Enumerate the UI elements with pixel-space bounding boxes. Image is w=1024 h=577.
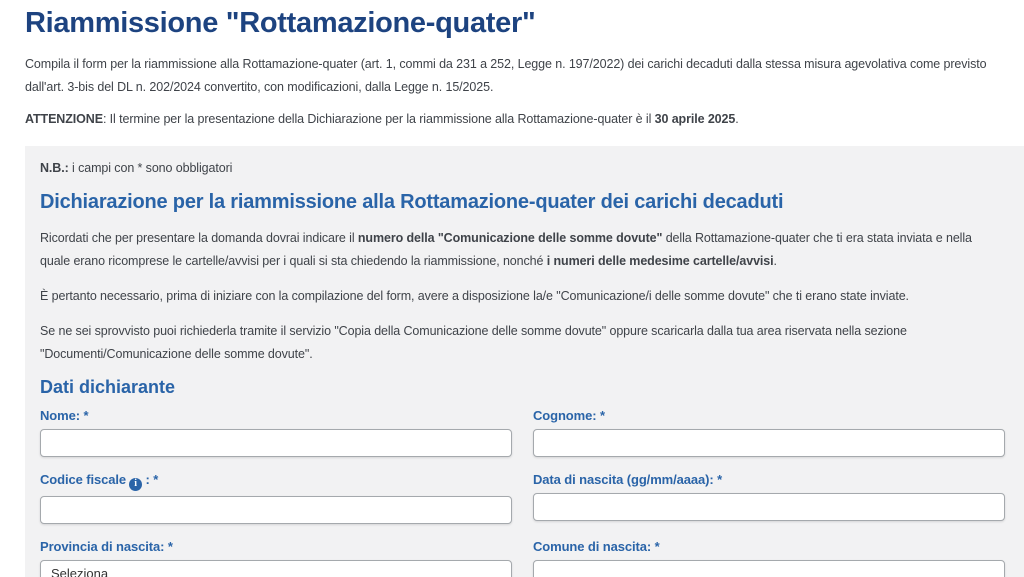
codice-fiscale-label <box>40 472 512 491</box>
field-nome <box>40 408 512 457</box>
p1-seg2: numero della "Comunicazione delle somme dovute" <box>357 231 663 245</box>
p1-seg4: i numeri delle medesime cartelle/avvisi <box>546 254 774 268</box>
section-heading-dati-dichiarante: Dati dichiarante <box>40 377 176 397</box>
attention-label: ATTENZIONE <box>25 112 103 126</box>
cognome-input[interactable] <box>533 429 1005 457</box>
nb-text: i campi con * sono obbligatori <box>68 161 233 175</box>
provincia-nascita-label: Provincia di nascita: * <box>40 538 173 554</box>
p1-seg3: della Rottamazione-quater che ti era stata inviata e nella quale erano ricomprese le cartelle/avvisi per i quali si sta chiedendo la riammissione, nonché <box>40 231 972 268</box>
data-nascita-input[interactable] <box>533 493 1005 521</box>
attention-deadline: 30 aprile 2025 <box>654 112 736 126</box>
field-data-nascita <box>533 472 1005 524</box>
data-nascita-label: Data di nascita (gg/mm/aaaa): * <box>533 472 723 487</box>
comune-nascita-label: Comune di nascita: * <box>533 538 660 554</box>
page-title: Riammissione "Rottamazione-quater" <box>25 7 536 39</box>
nb-label: N.B.: <box>40 161 69 175</box>
provincia-nascita-select[interactable] <box>40 560 512 577</box>
p1-seg1: Ricordati che per presentare la domanda dovrai indicare il <box>40 231 358 245</box>
declaration-panel <box>25 146 1024 577</box>
codice-fiscale-input[interactable] <box>40 496 512 524</box>
instructions-paragraph-3: Se ne sei sprovvisto puoi richiederla tramite il servizio "Copia della Comunicazione delle somme dovute" oppure scaricarla dalla tua area riservata nella sezione "Documenti/Comunicazione delle somme dovute". <box>40 324 907 361</box>
instructions-paragraph-2: È pertanto necessario, prima di iniziare con la compilazione del form, avere a disposizione la/e "Comunicazione/i delle somme dovute" che ti erano state inviate. <box>40 289 909 303</box>
mandatory-fields-note <box>40 160 1005 176</box>
field-provincia-nascita <box>40 539 512 577</box>
nome-input[interactable] <box>40 429 512 457</box>
intro-paragraph: Compila il form per la riammissione alla Rottamazione-quater (art. 1, commi da 231 a 252, Legge n. 197/2022) dei carichi decaduti dalla stessa misura agevolativa come previsto dall'art. 3-bis del DL n. 202/2024 convertito, con modificazioni, dalla Legge n. 15/2025. <box>25 57 987 94</box>
nome-label: Nome: * <box>40 408 89 423</box>
field-cognome <box>533 408 1005 457</box>
p1-seg5: . <box>773 254 777 268</box>
attention-end: . <box>735 112 739 126</box>
comune-nascita-input[interactable] <box>533 560 1005 577</box>
cognome-label: Cognome: * <box>533 408 605 423</box>
info-icon[interactable]: i <box>129 478 142 491</box>
declaration-heading: Dichiarazione per la riammissione alla Rottamazione-quater dei carichi decaduti <box>40 191 784 213</box>
attention-text: : Il termine per la presentazione della Dichiarazione per la riammissione alla Rottamazione-quater è il <box>102 112 655 126</box>
codice-fiscale-label-suffix: : * <box>142 472 159 487</box>
field-codice-fiscale <box>40 472 512 524</box>
codice-fiscale-label-text: Codice fiscale <box>40 472 127 487</box>
attention-paragraph <box>25 108 1010 131</box>
instructions-paragraph-1 <box>40 227 1005 273</box>
field-comune-nascita <box>533 539 1005 577</box>
declarant-form <box>40 408 1005 577</box>
